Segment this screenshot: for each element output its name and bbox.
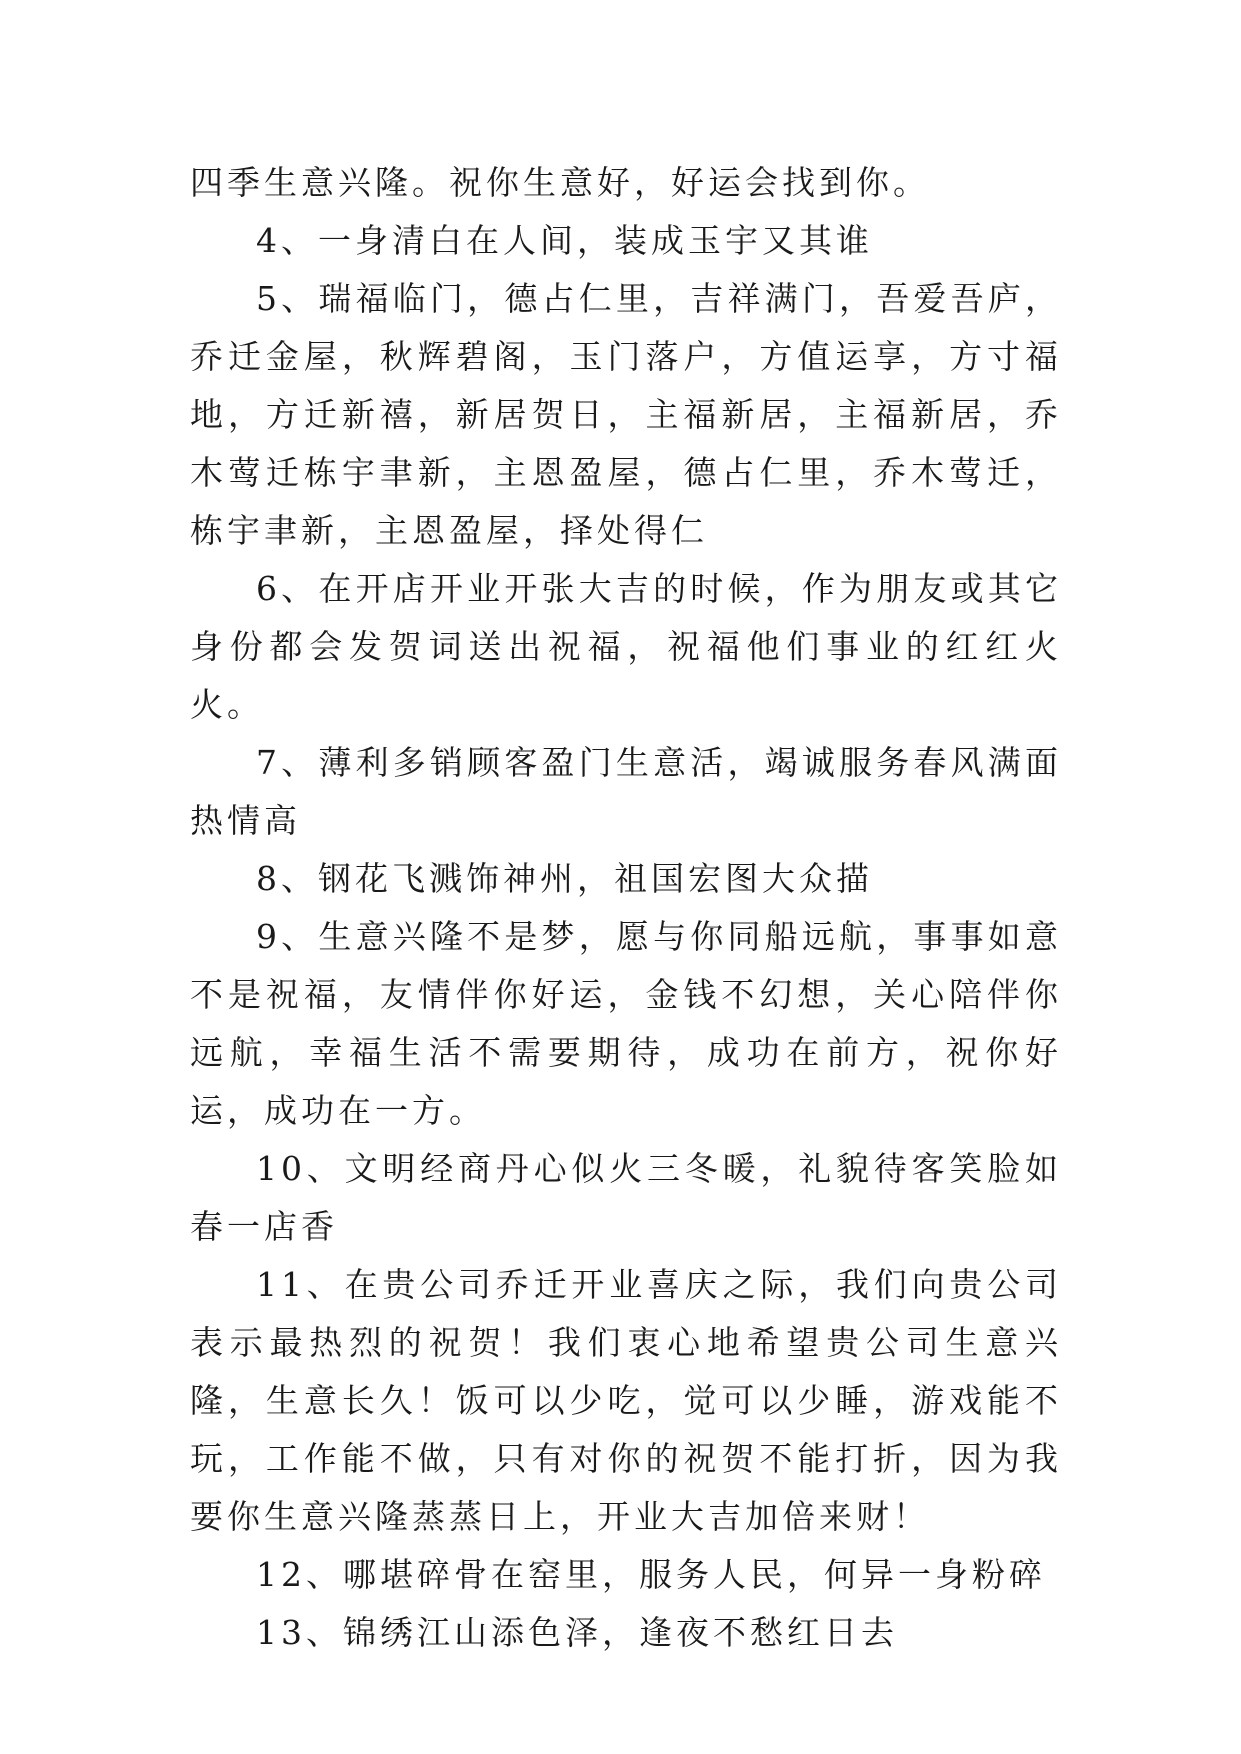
paragraph-item-8: 8、钢花飞溅饰神州，祖国宏图大众描 [256,859,873,898]
paragraph-continuation: 四季生意兴隆。祝你生意好，好运会找到你。 [190,163,930,202]
paragraph-item-12: 12、哪堪碎骨在窑里，服务人民，何异一身粉碎 [256,1555,1046,1594]
paragraph-item-10: 10、文明经商丹心似火三冬暖，礼貌待客笑脸如春一店香 [190,1149,1062,1246]
paragraph-item-4: 4、一身清白在人间，装成玉宇又其谁 [256,221,873,260]
paragraph-item-9: 9、生意兴隆不是梦，愿与你同船远航，事事如意不是祝福，友情伴你好运，金钱不幻想，关心陪伴你远航，幸福生活不需要期待，成功在前方，祝你好运，成功在一方。 [190,917,1062,1130]
paragraph-item-5: 5、瑞福临门，德占仁里，吉祥满门，吾爱吾庐，乔迁金屋，秋辉碧阁，玉门落户，方值运享，方寸福地，方迁新禧，新居贺日，主福新居，主福新居，乔木莺迁栋宇聿新，主恩盈屋，德占仁里，乔木莺迁，栋宇聿新，主恩盈屋，择处得仁 [190,279,1062,550]
paragraph-item-7: 7、薄利多销顾客盈门生意活，竭诚服务春风满面热情高 [190,743,1062,840]
paragraph-item-11: 11、在贵公司乔迁开业喜庆之际，我们向贵公司表示最热烈的祝贺！我们衷心地希望贵公司生意兴隆，生意长久！饭可以少吃，觉可以少睡，游戏能不玩，工作能不做，只有对你的祝贺不能打折，因为我要你生意兴隆蒸蒸日上，开业大吉加倍来财！ [190,1265,1062,1536]
paragraph-item-13: 13、锦绣江山添色泽，逢夜不愁红日去 [256,1613,898,1652]
paragraph-item-6: 6、在开店开业开张大吉的时候，作为朋友或其它身份都会发贺词送出祝福，祝福他们事业的红红火火。 [190,569,1062,724]
document-body [190,154,1062,1662]
